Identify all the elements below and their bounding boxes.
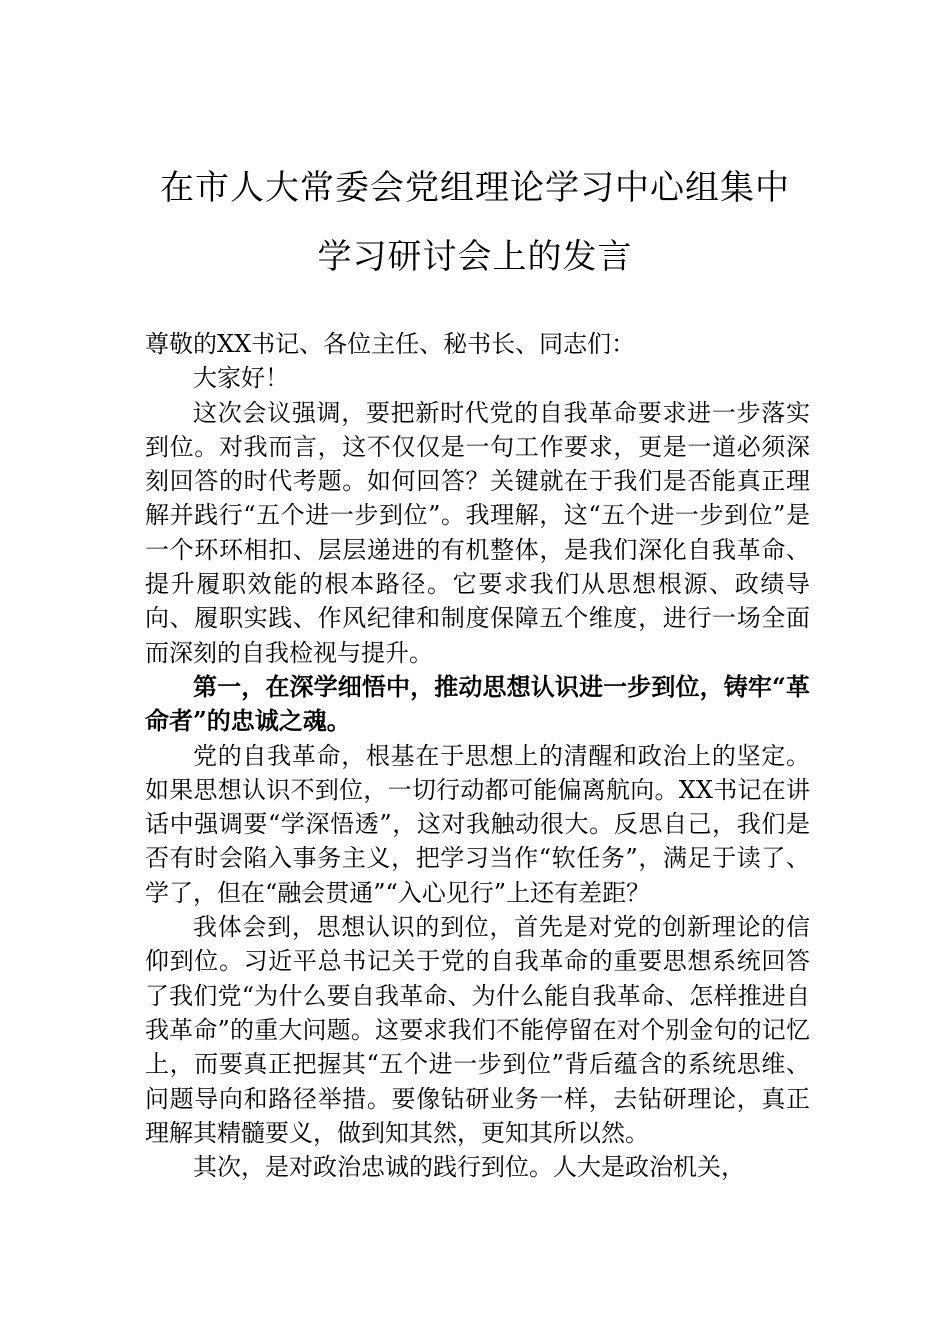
greeting: 大家好！ [193,364,289,393]
document-title-line-1: 在市人大常委会党组理论学习中心组集中 [160,168,790,208]
document-title-line-2: 学习研讨会上的发言 [317,237,633,277]
paragraph: 我体会到，思想认识的到位，首先是对党的创新理论的信仰到位。习近平总书记关于党的自我革命的重要思想系统回答了我们党“为什么要自我革命、为什么能自我革命、怎样推进自我革命”的重大问题。这要求我们不能停留在对个别金句的记忆上，而要真正把握其“五个进一步到位”背后蕴含的系统思维、问题导向和路径举措。要像钻研业务一样，去钻研理论，真正理解其精髓要义，做到知其然，更知其所以然。 [145,913,810,1147]
paragraph-intro: 这次会议强调，要把新时代党的自我革命要求进一步落实到位。对我而言，这不仅仅是一句工作要求，更是一道必须深刻回答的时代考题。如何回答？关键就在于我们是否能真正理解并践行“五个进一步到位”。我理解，这“五个进一步到位”是一个环环相扣、层层递进的有机整体，是我们深化自我革命、提升履职效能的根本路径。它要求我们从思想根源、政绩导向、履职实践、作风纪律和制度保障五个维度，进行一场全面而深刻的自我检视与提升。 [145,398,810,667]
salutation: 尊敬的XX书记、各位主任、秘书长、同志们： [145,330,636,358]
paragraph: 党的自我革命，根基在于思想上的清醒和政治上的坚定。如果思想认识不到位，一切行动都可能偏离航向。XX书记在讲话中强调要“学深悟透”，这对我触动很大。反思自己，我们是否有时会陷入事务主义，把学习当作“软任务”，满足于读了、学了，但在“融会贯通”“入心见行”上还有差距？ [145,741,810,907]
section-heading-1: 第一，在深学细悟中，推动思想认识进一步到位，铸牢“革命者”的忠诚之魂。 [145,671,810,736]
paragraph: 其次，是对政治忠诚的践行到位。人大是政治机关， [193,1153,745,1182]
document-body [145,327,810,1184]
